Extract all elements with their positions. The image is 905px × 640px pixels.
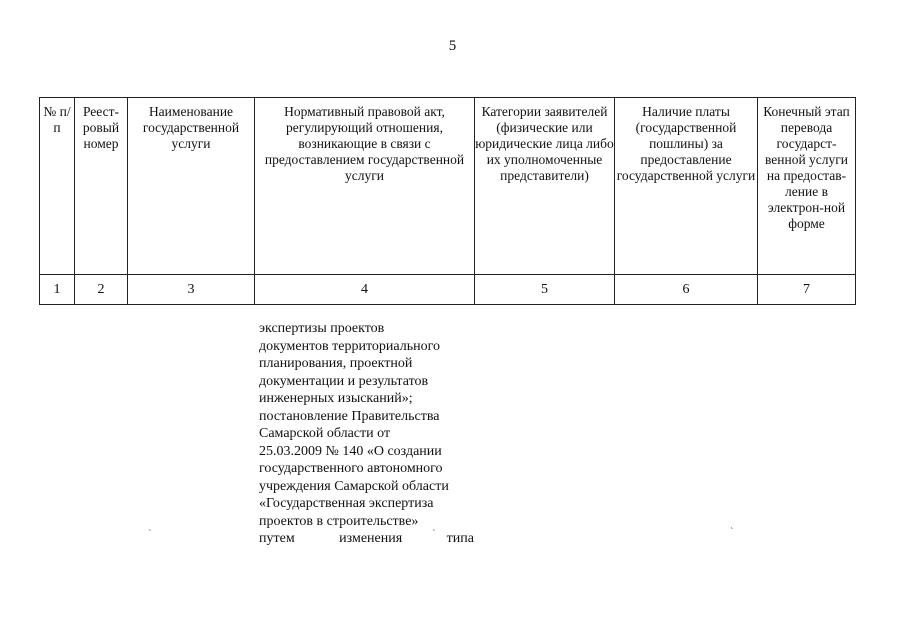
text-line: документации и результатов xyxy=(259,373,429,389)
page-number: 5 xyxy=(448,38,457,54)
scan-speck: ` xyxy=(432,528,436,540)
column-number: 1 xyxy=(40,275,75,305)
column-number: 3 xyxy=(128,275,255,305)
word: типа xyxy=(446,531,474,546)
header-item-number: № п/п xyxy=(40,98,75,275)
header-legal-act: Нормативный правовой акт, регулирующий отношения, возникающие в связи с предоставлением государственной услуги xyxy=(255,98,475,275)
legal-act-continuation-text xyxy=(259,320,474,548)
text-line: экспертизы проектов xyxy=(259,321,385,336)
text-line: инженерных изысканий»; xyxy=(259,391,413,406)
word: путем xyxy=(259,531,295,546)
text-line: постановление Правительства xyxy=(259,408,440,424)
text-line: планирования, проектной xyxy=(259,356,413,371)
column-number: 5 xyxy=(475,275,615,305)
text-line: 25.03.2009 № 140 «О создании xyxy=(259,443,442,459)
text-line: учреждения Самарской области xyxy=(259,478,449,494)
header-fee: Наличие платы (государственной пошлины) за предоставление государственной услуги xyxy=(615,98,758,275)
text-line: документов территориального xyxy=(259,338,440,354)
text-line: Самарской области от xyxy=(259,426,391,441)
scan-speck: ` xyxy=(730,526,734,538)
text-line: государственного автономного xyxy=(259,461,443,476)
header-registry-number: Реест-ровый номер xyxy=(75,98,128,275)
header-service-name: Наименование государственной услуги xyxy=(128,98,255,275)
word: изменения xyxy=(339,531,403,546)
text-line-justified xyxy=(259,530,474,548)
column-number-row xyxy=(40,275,856,305)
column-number: 4 xyxy=(255,275,475,305)
text-line: «Государственная экспертиза xyxy=(259,496,434,511)
column-number: 7 xyxy=(758,275,856,305)
column-number: 2 xyxy=(75,275,128,305)
services-registry-table xyxy=(39,97,856,305)
column-number: 6 xyxy=(615,275,758,305)
header-applicant-categories: Категории заявителей (физические или юридические лица либо их уполномоченные представители) xyxy=(475,98,615,275)
header-final-stage: Конечный этап перевода государст-венной услуги на предостав-ление в электрон-ной форме xyxy=(758,98,856,275)
text-line: проектов в строительстве» xyxy=(259,513,419,529)
scan-speck: ` xyxy=(148,528,152,540)
table-header-row xyxy=(40,98,856,275)
